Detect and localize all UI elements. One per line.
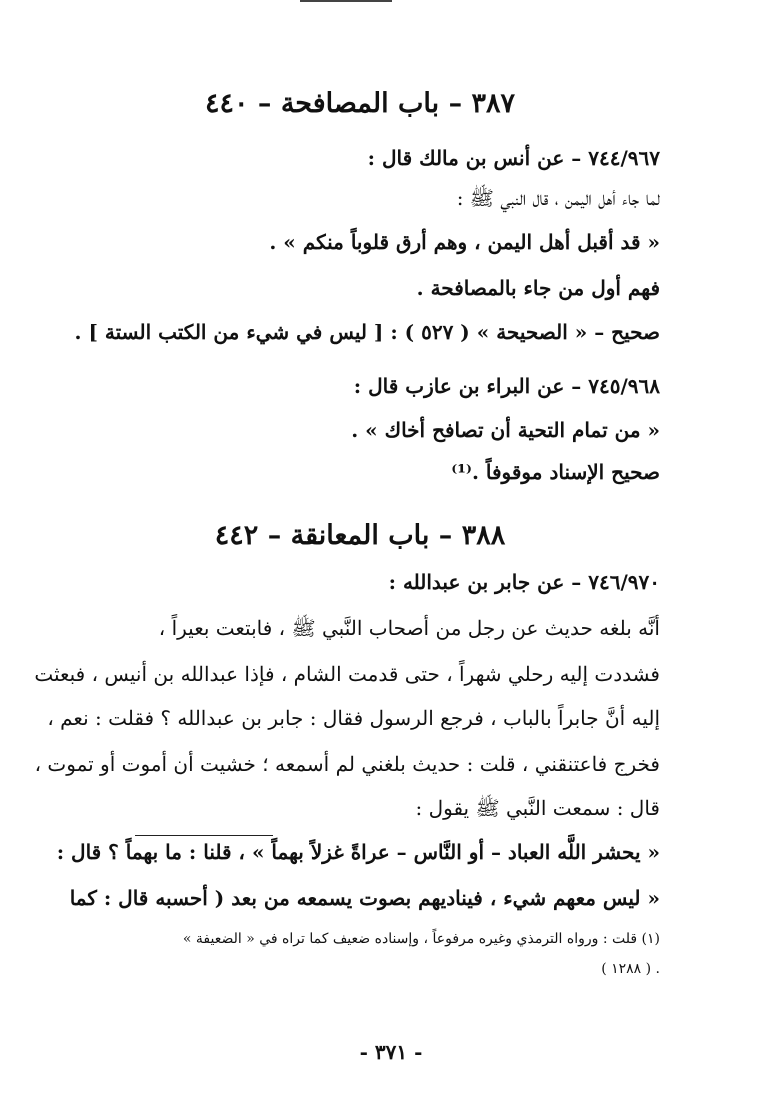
hadith-744-line: لما جاء أهل اليمن ، قال النبي ﷺ : [456, 186, 660, 210]
footnote-rule [135, 835, 273, 836]
footnote-1: (١) قلت : ورواه الترمذي وغيره مرفوعاً ، وإسناده ضعيف كما تراه في « الضعيفة » [182, 931, 660, 947]
hadith-745-heading: ٧٤٥/٩٦٨ – عن البراء بن عازب قال : [353, 374, 660, 398]
hadith-744-line: فهم أول من جاء بالمصافحة . [416, 276, 660, 300]
footnote-1-cont: ( ١٢٨٨ ) . [601, 961, 660, 977]
hadith-746-matn: « يحشر اللَّه العباد – أو النَّاس – عراةً غزلاً بهماً » ، قلنا : ما بهماً ؟ قال : [56, 840, 660, 864]
hadith-746-line: فشددت إليه رحلي شهراً ، حتى قدمت الشام ، فإذا عبدالله بن أنيس ، فبعثت [34, 662, 660, 686]
page-number: - ٣٧١ - [359, 1040, 423, 1064]
hadith-746-line: قال : سمعت النَّبي ﷺ يقول : [415, 796, 660, 820]
hadith-746-heading: ٧٤٦/٩٧٠ – عن جابر بن عبدالله : [388, 570, 660, 594]
hadith-744-grading: صحيح – « الصحيحة » ( ٥٢٧ ) : [ ليس في شيء من الكتب الستة ] . [74, 320, 660, 344]
top-rule [300, 0, 392, 2]
hadith-746-matn: « ليس معهم شيء ، فيناديهم بصوت يسمعه من بعد ( أحسبه قال : كما [69, 886, 660, 910]
hadith-745-matn: « من تمام التحية أن تصافح أخاك » . [351, 418, 660, 442]
hadith-746-line: فخرج فاعتنقني ، قلت : حديث بلغني لم أسمعه ؛ خشيت أن أموت أو تموت ، [34, 752, 660, 776]
hadith-745-grading: صحيح الإسناد موقوفاً .⁽¹⁾ [451, 460, 660, 484]
hadith-744-matn: « قد أقبل أهل اليمن ، وهم أرق قلوباً منكم » . [269, 230, 660, 254]
chapter-title-387: ٣٨٧ – باب المصافحة – ٤٤٠ [205, 88, 515, 119]
hadith-744-heading: ٧٤٤/٩٦٧ – عن أنس بن مالك قال : [367, 146, 660, 170]
hadith-746-line: أنَّه بلغه حديث عن رجل من أصحاب النَّبي ﷺ ، فابتعت بعيراً ، [158, 616, 660, 640]
hadith-746-line: إليه أنَّ جابراً بالباب ، فرجع الرسول فقال : جابر بن عبدالله ؟ فقلت : نعم ، [47, 706, 660, 730]
chapter-title-388: ٣٨٨ – باب المعانقة – ٤٤٢ [214, 520, 506, 551]
